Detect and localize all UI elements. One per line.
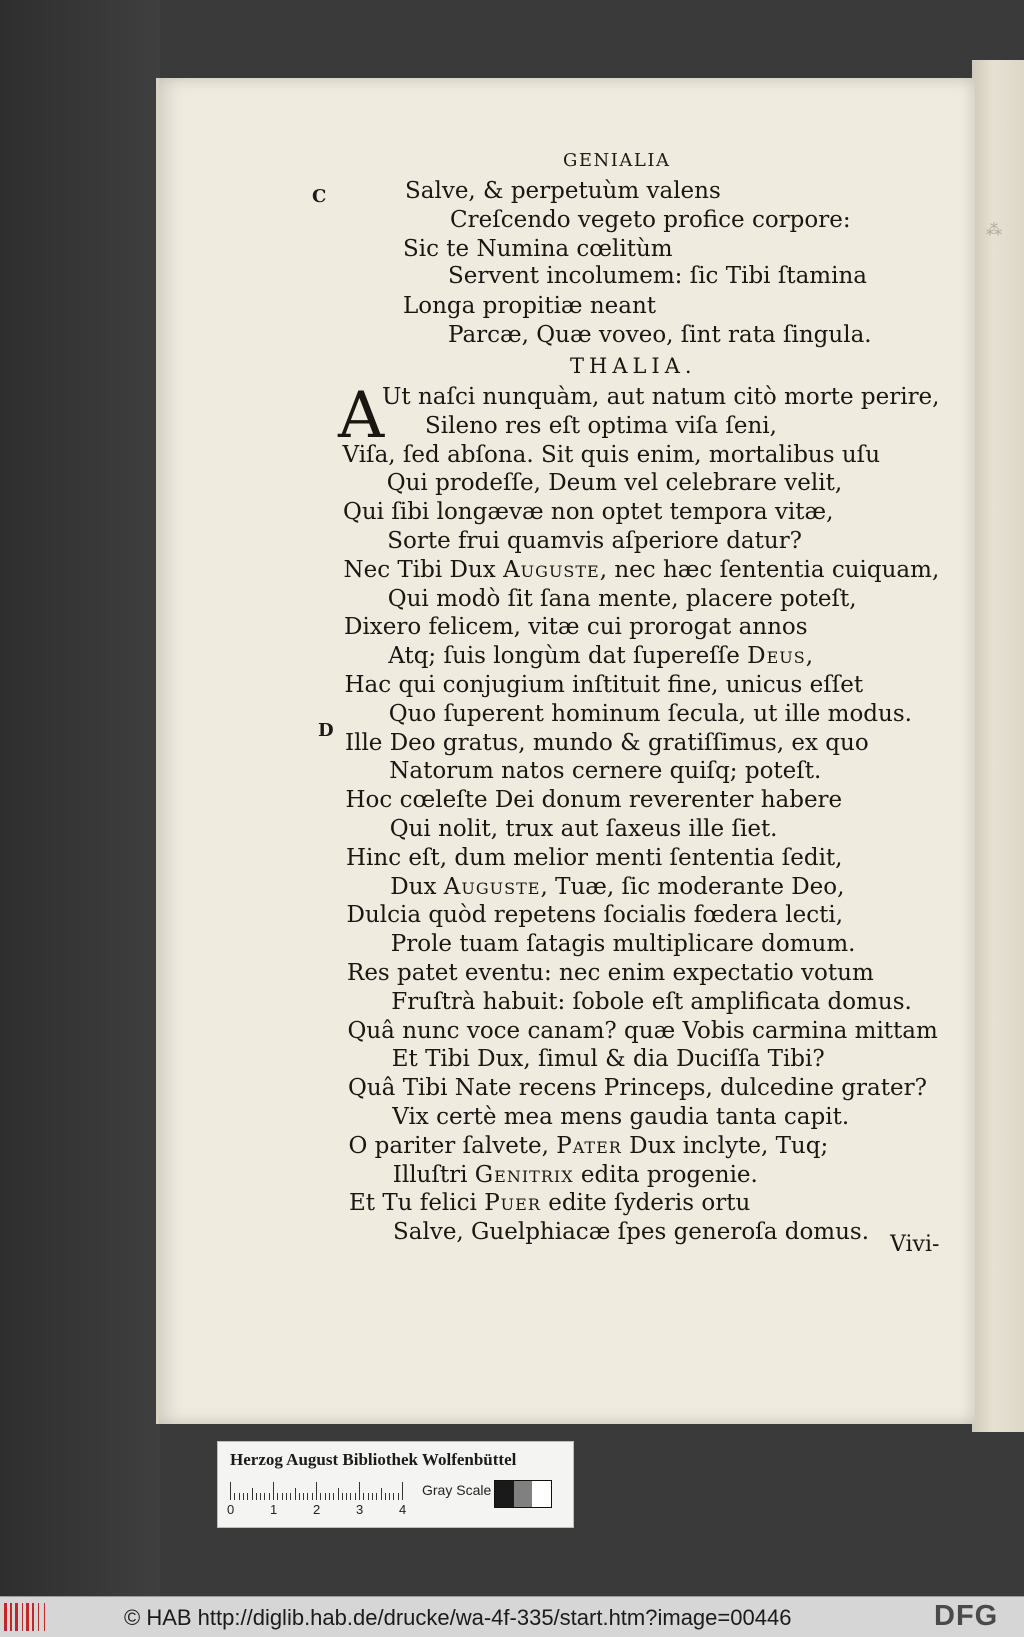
verse-line: Qui prodeſſe, Deum vel celebrare velit,	[386, 470, 843, 497]
drop-cap: A	[338, 379, 385, 453]
ruler-tick	[320, 1493, 321, 1500]
barcode-bar	[44, 1603, 45, 1631]
reference-title: Herzog August Bibliothek Wolfenbüttel	[230, 1450, 517, 1469]
verse-line: Qui ſibi longævæ non optet tempora vitæ,	[343, 499, 834, 526]
verse-line: Ut naſci nunquàm, aut natum citò morte perire,	[382, 384, 940, 410]
barcode-bar	[38, 1603, 39, 1631]
bleed-through-mark: ⁂	[986, 220, 1002, 239]
verse-line: Sorte frui quamvis aſperiore datur?	[387, 528, 803, 554]
ruler-tick	[243, 1493, 244, 1500]
verse-line: Illuſtri Genitrix edita progenie.	[392, 1161, 758, 1188]
verse-line: Atq; ſuis longùm dat ſupereſſe Deus,	[388, 643, 814, 670]
ruler-tick	[239, 1493, 240, 1500]
gray-swatch	[514, 1481, 533, 1507]
ruler-tick	[333, 1493, 334, 1500]
gray-scale-swatches	[494, 1480, 552, 1508]
verse-line: Dulcia quòd repetens ſocialis fœdera lecti,	[346, 902, 844, 929]
ruler-tick	[264, 1493, 265, 1500]
verse-line: Hinc eſt, dum melior menti ſententia ſedit,	[346, 844, 843, 871]
verse-line: Quo ſuperent hominum ſecula, ut ille modus.	[388, 700, 912, 727]
ruler-tick	[372, 1493, 373, 1500]
verse-line: Qui modò ſit ſana mente, placere poteſt,	[387, 585, 857, 612]
ruler-tick	[269, 1493, 270, 1500]
catchword: Vivi-	[890, 1232, 940, 1257]
barcode-icon	[4, 1603, 48, 1631]
verse-line: Et Tu felici Puer edite ſyderis ortu	[349, 1190, 751, 1217]
barcode-bar	[32, 1603, 34, 1631]
verse-line: Vix certè mea mens gaudia tanta capit.	[392, 1104, 850, 1130]
ruler-tick	[368, 1493, 369, 1500]
ruler-tick	[282, 1493, 283, 1500]
signature-mark-d: D	[318, 720, 334, 741]
ruler-tick	[350, 1493, 351, 1500]
dfg-logo: DFG	[934, 1600, 999, 1632]
verse-line: Res patet eventu: nec enim expectatio votum	[347, 960, 874, 986]
verse-line: Dux Auguste, Tuæ, ſic moderante Deo,	[390, 873, 845, 900]
ruler-tick	[342, 1493, 343, 1500]
ruler-tick	[389, 1493, 390, 1500]
ruler-tick	[363, 1493, 364, 1500]
signature-mark-c: C	[312, 186, 327, 207]
verse-line: Natorum natos cernere quiſq; poteſt.	[389, 758, 822, 785]
verse-line: Quâ Tibi Nate recens Princeps, dulcedine grater?	[348, 1075, 927, 1102]
ruler-number: 4	[399, 1502, 407, 1517]
verse-line: Servent incolumem: ſic Tibi ſtamina	[448, 263, 867, 289]
ruler-tick	[277, 1493, 278, 1500]
barcode-bar	[15, 1603, 18, 1631]
verse-line: Et Tibi Dux, ſimul & dia Duciſſa Tibi?	[391, 1046, 825, 1073]
ruler-tick	[355, 1493, 356, 1500]
footer-bar	[0, 1596, 1024, 1637]
verse-line: Dixero felicem, vitæ cui prorogat annos	[344, 614, 808, 641]
ruler-tick	[290, 1493, 291, 1500]
color-reference-card	[217, 1441, 574, 1528]
ruler-tick	[286, 1493, 287, 1500]
verse-line: Ille Deo gratus, mundo & gratiſſimus, ex quo	[345, 729, 869, 756]
ruler-tick	[252, 1488, 253, 1500]
gray-swatch	[532, 1481, 551, 1507]
gray-swatch	[495, 1481, 514, 1507]
ruler-tick	[325, 1493, 326, 1500]
scan-background	[0, 0, 160, 1596]
gray-scale-label: Gray Scale	[422, 1482, 492, 1498]
ruler-tick	[230, 1482, 231, 1500]
ruler-tick	[381, 1488, 382, 1500]
barcode-bar	[10, 1603, 12, 1631]
ruler-tick	[359, 1482, 360, 1500]
verse-line: Sic te Numina cœlitùm	[403, 236, 673, 262]
ruler-tick	[234, 1493, 235, 1500]
ruler-number: 2	[313, 1502, 321, 1517]
ruler-tick	[393, 1493, 394, 1500]
verse-line: Fruſtrà habuit: ſobole eſt amplificata domus.	[391, 988, 912, 1015]
ruler-tick	[329, 1493, 330, 1500]
barcode-bar	[4, 1603, 7, 1631]
facing-page-edge	[972, 60, 1024, 1432]
verse-line: Viſa, ſed abſona. Sit quis enim, mortalibus uſu	[342, 441, 881, 468]
verse-line: Longa propitiæ neant	[403, 293, 657, 319]
verse-line: Nec Tibi Dux Auguste, nec hæc ſententia cuiquam,	[343, 556, 940, 583]
ruler-tick	[260, 1493, 261, 1500]
verse-line: Quâ nunc voce canam? quæ Vobis carmina mittam	[347, 1017, 938, 1044]
ruler-tick	[402, 1482, 403, 1500]
section-heading: THALIA.	[570, 354, 697, 378]
ruler-number: 1	[270, 1502, 278, 1517]
ruler-tick	[346, 1493, 347, 1500]
verse-line: Qui nolit, trux aut ſaxeus ille ſiet.	[389, 816, 778, 842]
running-head: GENIALIA	[563, 150, 671, 171]
verse-line: Salve, Guelphiacæ ſpes generoſa domus.	[393, 1219, 870, 1246]
ruler-tick	[256, 1493, 257, 1500]
verse-line: Prole tuam ſatagis multiplicare domum.	[390, 931, 856, 958]
ruler-tick	[316, 1482, 317, 1500]
ruler-tick	[385, 1493, 386, 1500]
ruler-tick	[273, 1482, 274, 1500]
verse-line: Parcæ, Quæ voveo, ſint rata ſingula.	[448, 322, 872, 348]
ruler-tick	[299, 1493, 300, 1500]
ruler-numbers	[227, 1502, 410, 1518]
ruler-scale	[230, 1482, 405, 1500]
ruler-number: 0	[227, 1502, 235, 1517]
ruler-tick	[338, 1488, 339, 1500]
ruler-number: 3	[356, 1502, 364, 1517]
ruler-tick	[295, 1488, 296, 1500]
barcode-bar	[26, 1603, 29, 1631]
ruler-tick	[247, 1493, 248, 1500]
ruler-tick	[303, 1493, 304, 1500]
copyright-url[interactable]: © HAB http://diglib.hab.de/drucke/wa-4f-335/start.htm?image=00446	[124, 1605, 792, 1630]
verse-line: Creſcendo vegeto profice corpore:	[450, 207, 851, 233]
ruler-tick	[307, 1493, 308, 1500]
verse-line: O pariter ſalvete, Pater Dux inclyte, Tuq;	[348, 1132, 829, 1159]
ruler-tick	[376, 1493, 377, 1500]
ruler-tick	[312, 1493, 313, 1500]
verse-line: Sileno res eſt optima viſa ſeni,	[425, 412, 777, 439]
verse-line: Hoc cœleſte Dei donum reverenter habere	[345, 787, 843, 814]
verse-line: Salve, & perpetuùm valens	[405, 178, 721, 204]
ruler-tick	[398, 1493, 399, 1500]
barcode-bar	[22, 1603, 23, 1631]
verse-line: Hac qui conjugium inſtituit fine, unicus eſſet	[344, 672, 864, 698]
